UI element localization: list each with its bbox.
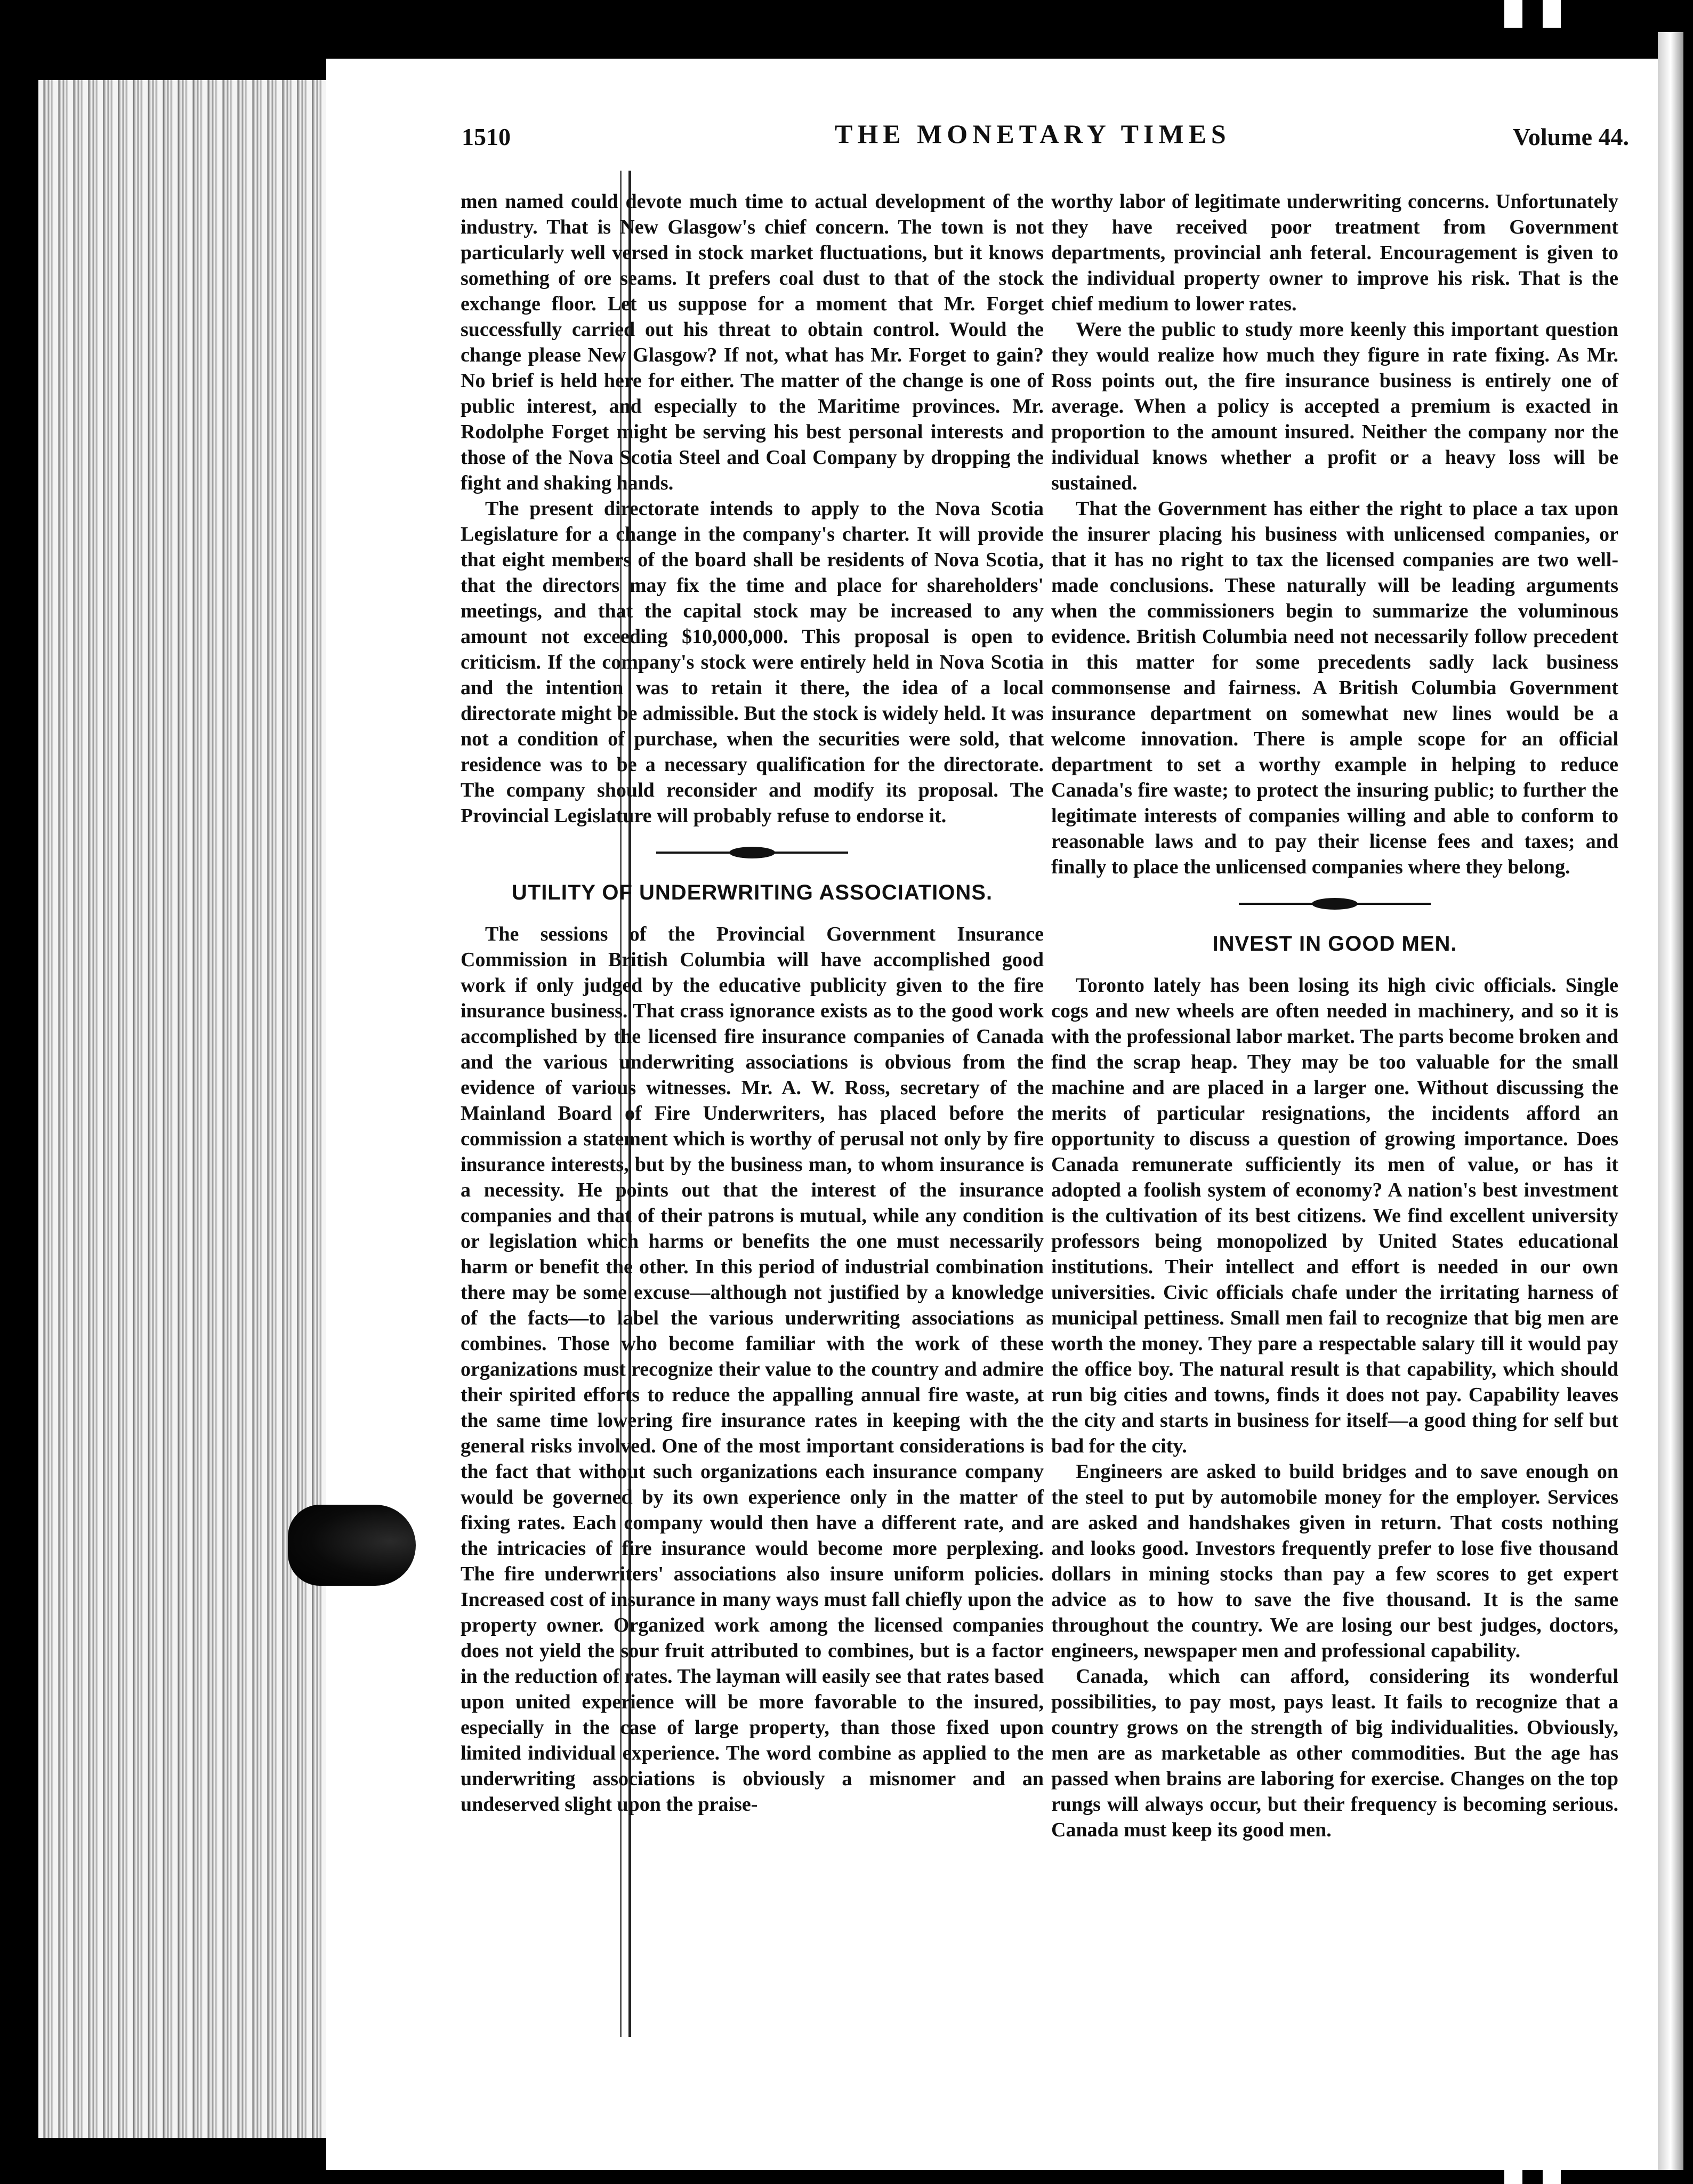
ornament-divider: [1239, 898, 1431, 910]
article-heading: INVEST IN GOOD MEN.: [1212, 932, 1457, 956]
paragraph: The present directorate intends to apply to the Nova Scotia Legislature for a change in the company's charter. It will provide that eight members of the board shall be residents of Nova Scotia, that the directors may fix the time and place for shareholders' meetings, and that the capital stock may be increased to any amount not exceeding $10,000,000. This proposal is open to criticism. If the company's stock were entirely held in Nova Scotia and the intention was to retain it there, the idea of a local directorate might be admissible. But the stock is widely held. It was not a condition of purchase, when the securities were sold, that residence was to be a necessary qualification for the directorate. The company should reconsider and modify its proposal. The Provincial Legislature will probably refuse to endorse it.: [461, 497, 1044, 827]
running-head: [462, 116, 1629, 159]
film-notch: [1504, 0, 1522, 28]
paragraph: The sessions of the Provincial Government Insurance Commission in British Columbia will have accomplished good work if only judged by the educative publicity given to the fire insurance business. That crass ignorance exists as to the good work accomplished by the licensed fire insurance companies of Canada and the various underwriting associations is obvious from the evidence of various witnesses. Mr. A. W. Ross, secretary of the Mainland Board of Fire Underwriters, has placed before the commission a statement which is worthy of perusal not only by fire insurance interests, but by the business man, to whom insurance is a necessity. He points out that the interest of the insurance companies and that of their patrons is mutual, while any condition or legislation which harms or benefits the one must necessarily harm or benefit the other. In this period of industrial combination there may be some excuse—although not justified by a knowledge of the facts—to label the various underwriting associations as combines. Those who become familiar with the work of these organizations must recognize their value to the country and admire their spirited efforts to reduce the appalling annual fire waste, at the same time lowering fire insurance rates in keeping with the general risks involved. One of the most important considerations is the fact that without such organizations each insurance company would be governed by its own experience only in the matter of fixing rates. Each company would then have a different rate, and the intricacies of fire insurance would become more perplexing. The fire underwriters' associations also insure uniform policies. Increased cost of insurance in many ways must fall chiefly upon the property owner. Organized work among the licensed companies does not yield the sour fruit attributed to combines, but is a factor in the reduction of rates. The layman will easily see that rates based upon united experience will be more favorable to the insured, especially in the case of large property, than those fixed upon limited individual experience. The word combine as applied to the underwriting associations is obviously a misnomer and an undeserved slight upon the praise-: [461, 923, 1044, 1816]
article-heading: UTILITY OF UNDERWRITING ASSOCIATIONS.: [511, 881, 993, 904]
ornament-divider: [656, 847, 848, 858]
paragraph: Canada, which can afford, considering its wonderful possibilities, to pay most, pays least. It fails to recognize that a country grows on the strength of big individualities. Obviously, men are as marketable as other commodities. But the age has passed when brains are laboring for exercise. Changes on the top rungs will always occur, but their frequency is becoming serious. Canada must keep its good men.: [1051, 1665, 1618, 1841]
paragraph: worthy labor of legitimate underwriting concerns. Unfortunately they have received poor treatment from Government departments, provincial anh feteral. Encouragement is given to the individual property owner to improve his risk. That is the chief medium to lower rates.: [1051, 190, 1618, 315]
journal-title: THE MONETARY TIMES: [835, 119, 1231, 149]
paragraph: Engineers are asked to build bridges and to save enough on the steel to put by automobile money for the employer. Services are asked and handshakes given in return. That costs nothing and looks good. Investors frequently prefer to lose five thousand dollars in mining stocks than pay a few scores to get expert advice as to how to save the five thousand. It is the same throughout the country. We are losing our best judges, doctors, engineers, newspaper men and professional capability.: [1051, 1460, 1618, 1662]
film-notch: [1543, 2145, 1561, 2184]
right-page-edge: [1658, 32, 1683, 2170]
film-notch: [1543, 0, 1561, 28]
paragraph: men named could devote much time to actual development of the industry. That is New Glasgow's chief concern. The town is not particularly well versed in stock market fluctuations, but it knows something of ore seams. It prefers coal dust to that of the stock exchange floor. Let us suppose for a moment that Mr. Forget successfully carried out his threat to obtain control. Would the change please New Glasgow? If not, what has Mr. Forget to gain? No brief is held here for either. The matter of the change is one of public interest, and especially to the Maritime provinces. Mr. Rodolphe Forget might be serving his best personal interests and those of the Nova Scotia Steel and Coal Company by dropping the fight and shaking hands.: [461, 190, 1044, 494]
paragraph: Toronto lately has been losing its high civic officials. Single cogs and new wheels are often needed in machinery, and so it is with the professional labor market. The parts become broken and find the scrap heap. They may be too valuable for the small machine and are placed in a larger one. Without discussing the merits of particular resignations, the incidents afford an opportunity to discuss a question of growing importance. Does Canada remunerate sufficiently its men of value, or has it adopted a foolish system of economy? A nation's best investment is the cultivation of its best citizens. We find excellent university professors being monopolized by United States educational institutions. Their intellect and effort is needed in our own universities. Civic officials chafe under the irritating harness of municipal pettiness. Small men fail to recognize that big men are worth the money. They pare a respectable salary till it would pay the office boy. The natural result is that capability, which should run big cities and towns, finds it does not pay. Capability leaves the city and starts in business for itself—a good thing for self but bad for the city.: [1051, 974, 1618, 1457]
page-number: 1510: [462, 123, 511, 150]
film-notch: [1504, 2145, 1522, 2184]
paragraph: That the Government has either the right to place a tax upon the insurer placing his business with unlicensed companies, or that it has no right to tax the licensed companies are two well-made conclusions. These naturally will be leading arguments when the commissioners begin to summarize the voluminous evidence. British Columbia need not necessarily follow precedent in this matter for some precedents sadly lack business commonsense and fairness. A British Columbia Government insurance department on somewhat new lines would be a welcome innovation. There is ample scope for an official department to set a worthy example in helping to reduce Canada's fire waste; to protect the insuring public; to further the legitimate interests of companies willing and able to conform to reasonable laws and to pay their license fees and taxes; and finally to place the unlicensed companies where they belong.: [1051, 497, 1618, 878]
page-edge-stack: [38, 80, 326, 2138]
paragraph: Were the public to study more keenly this important question they would realize how much they figure in rate fixing. As Mr. Ross points out, the fire insurance business is entirely one of average. When a policy is accepted a premium is exacted in proportion to the amount insured. Neither the company nor the individual knows whether a profit or a heavy loss will be sustained.: [1051, 318, 1618, 494]
column-left: [461, 189, 1044, 1817]
column-right: [1051, 189, 1618, 1843]
thumb-shadow: [288, 1505, 416, 1586]
volume-label: Volume 44.: [1512, 123, 1629, 150]
